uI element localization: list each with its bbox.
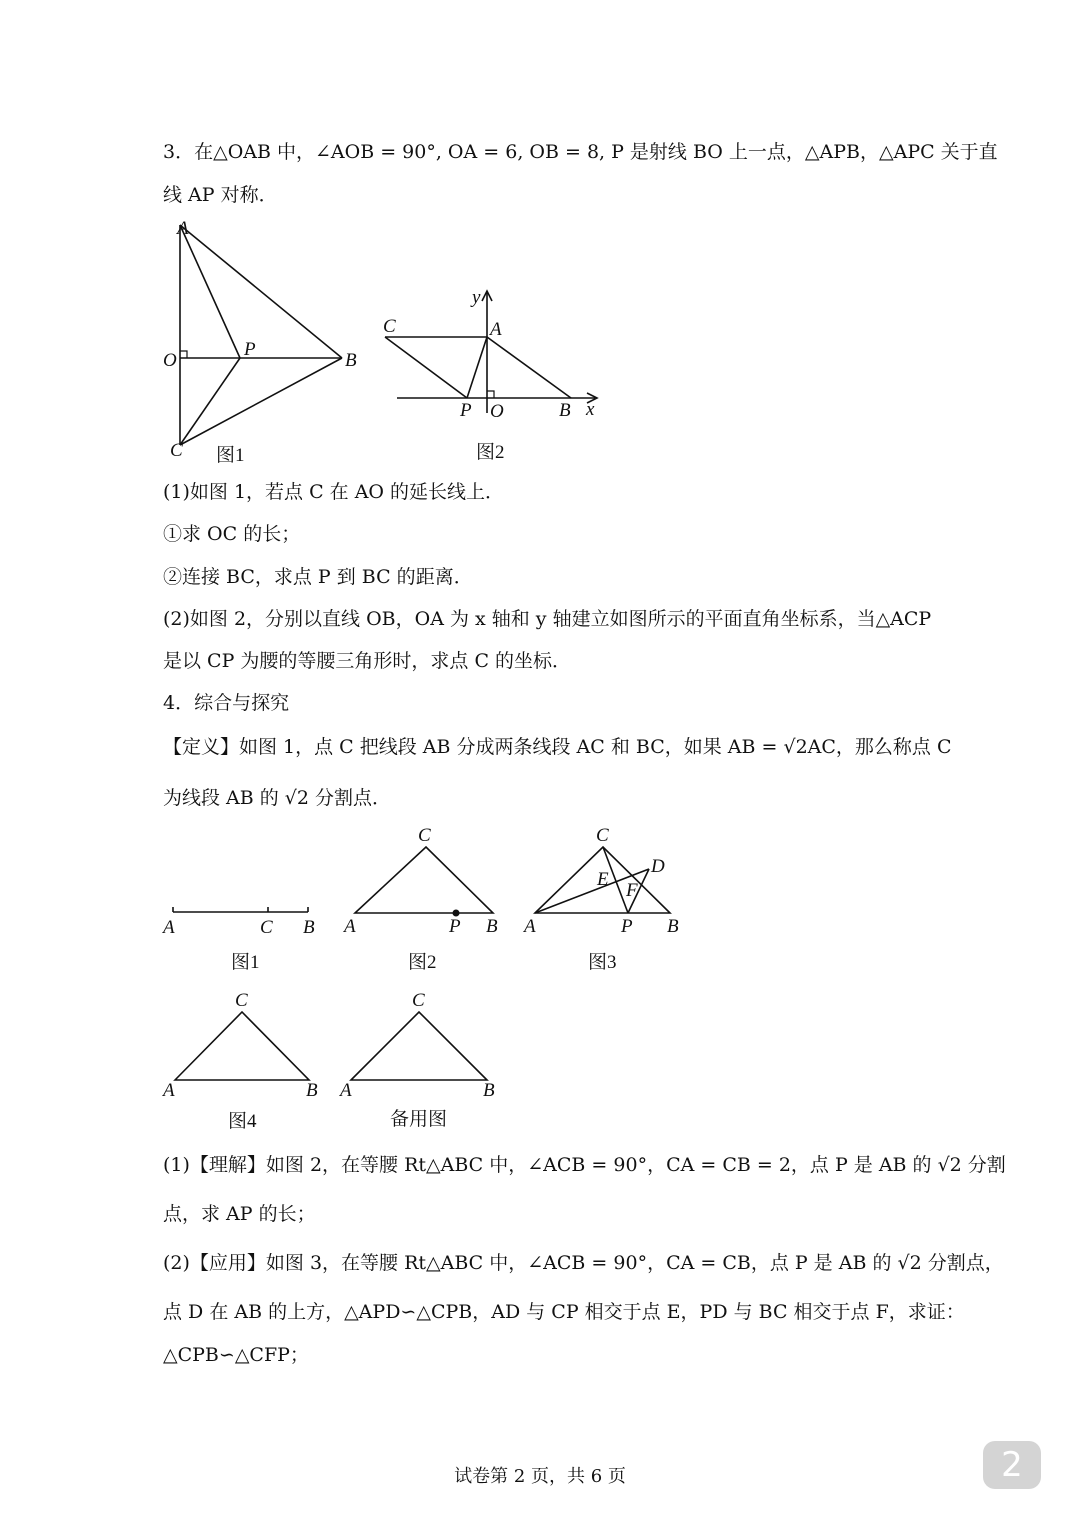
- q4-fig5-label-a: A: [340, 1080, 352, 1101]
- q3-fig1-label-b: B: [345, 350, 357, 371]
- q4-fig3-label-d: D: [651, 856, 665, 877]
- q4-fig3-label-b: B: [667, 916, 679, 937]
- q4-fig2-label-b: B: [486, 916, 498, 937]
- q4-figure-4: [155, 985, 335, 1135]
- q4-title: 4．综合与探究: [163, 692, 290, 714]
- q4-part-2-line-2: 点 D 在 AB 的上方，△APD∽△CPB，AD 与 CP 相交于点 E，PD 与 BC 相交于点 F，求证：: [163, 1301, 965, 1323]
- q4-fig1-caption: 图1: [231, 952, 260, 973]
- q4-figure-1: [155, 900, 335, 980]
- q3-fig2-label-y: y: [472, 287, 481, 308]
- q4-fig4-label-b: B: [306, 1080, 318, 1101]
- q3-fig2-label-c: C: [383, 316, 396, 337]
- q4-fig4-label-c: C: [235, 990, 248, 1011]
- q3-fig2-caption: 图2: [476, 442, 505, 463]
- q4-definition-line-2: 为线段 AB 的 √2 分割点．: [163, 787, 392, 809]
- q4-part-1-line-1: (1)【理解】如图 2，在等腰 Rt△ABC 中，∠ACB = 90°，CA = CB = 2，点 P 是 AB 的 √2 分割: [163, 1154, 1006, 1176]
- q4-fig3-label-a: A: [524, 916, 536, 937]
- q4-fig2-label-p: P: [449, 916, 461, 937]
- q4-fig5-caption: 备用图: [390, 1109, 448, 1130]
- q4-fig3-label-f: F: [626, 880, 638, 901]
- q3-fig1-label-c: C: [170, 440, 183, 461]
- page-footer: 试卷第 2 页，共 6 页: [454, 1466, 626, 1487]
- q4-fig1-label-a: A: [163, 917, 175, 938]
- q4-fig2-caption: 图2: [408, 952, 437, 973]
- q3-part-2-line-2: 是以 CP 为腰的等腰三角形时，求点 C 的坐标．: [163, 650, 572, 672]
- q4-fig1-label-c: C: [260, 917, 273, 938]
- q4-fig4-label-a: A: [163, 1080, 175, 1101]
- q3-fig2-label-a: A: [490, 319, 502, 340]
- q4-fig4-caption: 图4: [228, 1111, 257, 1132]
- q4-fig3-label-p: P: [621, 916, 633, 937]
- q3-figure-2: [375, 285, 615, 470]
- q3-fig2-label-o: O: [490, 401, 504, 422]
- q4-fig5-label-c: C: [412, 990, 425, 1011]
- q3-fig1-caption: 图1: [216, 445, 245, 466]
- q3-fig2-label-x: x: [586, 399, 595, 420]
- q4-fig2-label-a: A: [344, 916, 356, 937]
- q4-fig5-label-b: B: [483, 1080, 495, 1101]
- q4-figure-spare: [335, 985, 515, 1135]
- q3-part-2-line-1: (2)如图 2，分别以直线 OB，OA 为 x 轴和 y 轴建立如图所示的平面直角坐标系，当△ACP: [163, 608, 932, 630]
- q3-part-1-a: ①求 OC 的长；: [163, 523, 301, 545]
- q4-fig3-label-c: C: [596, 825, 609, 846]
- q4-figure-3: [515, 822, 695, 977]
- q3-fig1-label-p: P: [244, 339, 256, 360]
- q3-fig1-label-a: A: [177, 218, 189, 239]
- q3-line-1: 3．在△OAB 中，∠AOB = 90°, OA = 6, OB = 8, P 是射线 BO 上一点，△APB，△APC 关于直: [163, 141, 998, 163]
- q4-part-1-line-2: 点，求 AP 的长；: [163, 1203, 316, 1225]
- page-number-badge: 2: [983, 1441, 1041, 1489]
- q3-line-2: 线 AP 对称．: [163, 184, 278, 206]
- q4-part-2-line-3: △CPB∽△CFP；: [163, 1344, 309, 1366]
- q4-fig2-label-c: C: [418, 825, 431, 846]
- q4-definition-line-1: 【定义】如图 1，点 C 把线段 AB 分成两条线段 AC 和 BC，如果 AB = √2AC，那么称点 C: [163, 736, 952, 758]
- q4-fig1-label-b: B: [303, 917, 315, 938]
- q4-part-2-line-1: (2)【应用】如图 3，在等腰 Rt△ABC 中，∠ACB = 90°，CA = CB，点 P 是 AB 的 √2 分割点，: [163, 1252, 1004, 1274]
- q3-fig1-label-o: O: [163, 350, 177, 371]
- q3-fig2-label-b: B: [559, 400, 571, 421]
- q3-part-1-b: ②连接 BC，求点 P 到 BC 的距离．: [163, 566, 473, 588]
- q4-figure-2: [340, 822, 510, 977]
- q4-fig3-label-e: E: [597, 869, 609, 890]
- q3-fig2-label-p: P: [460, 400, 472, 421]
- q4-fig3-caption: 图3: [588, 952, 617, 973]
- q3-part-1: (1)如图 1，若点 C 在 AO 的延长线上．: [163, 481, 505, 503]
- q3-figure-1: [150, 212, 380, 472]
